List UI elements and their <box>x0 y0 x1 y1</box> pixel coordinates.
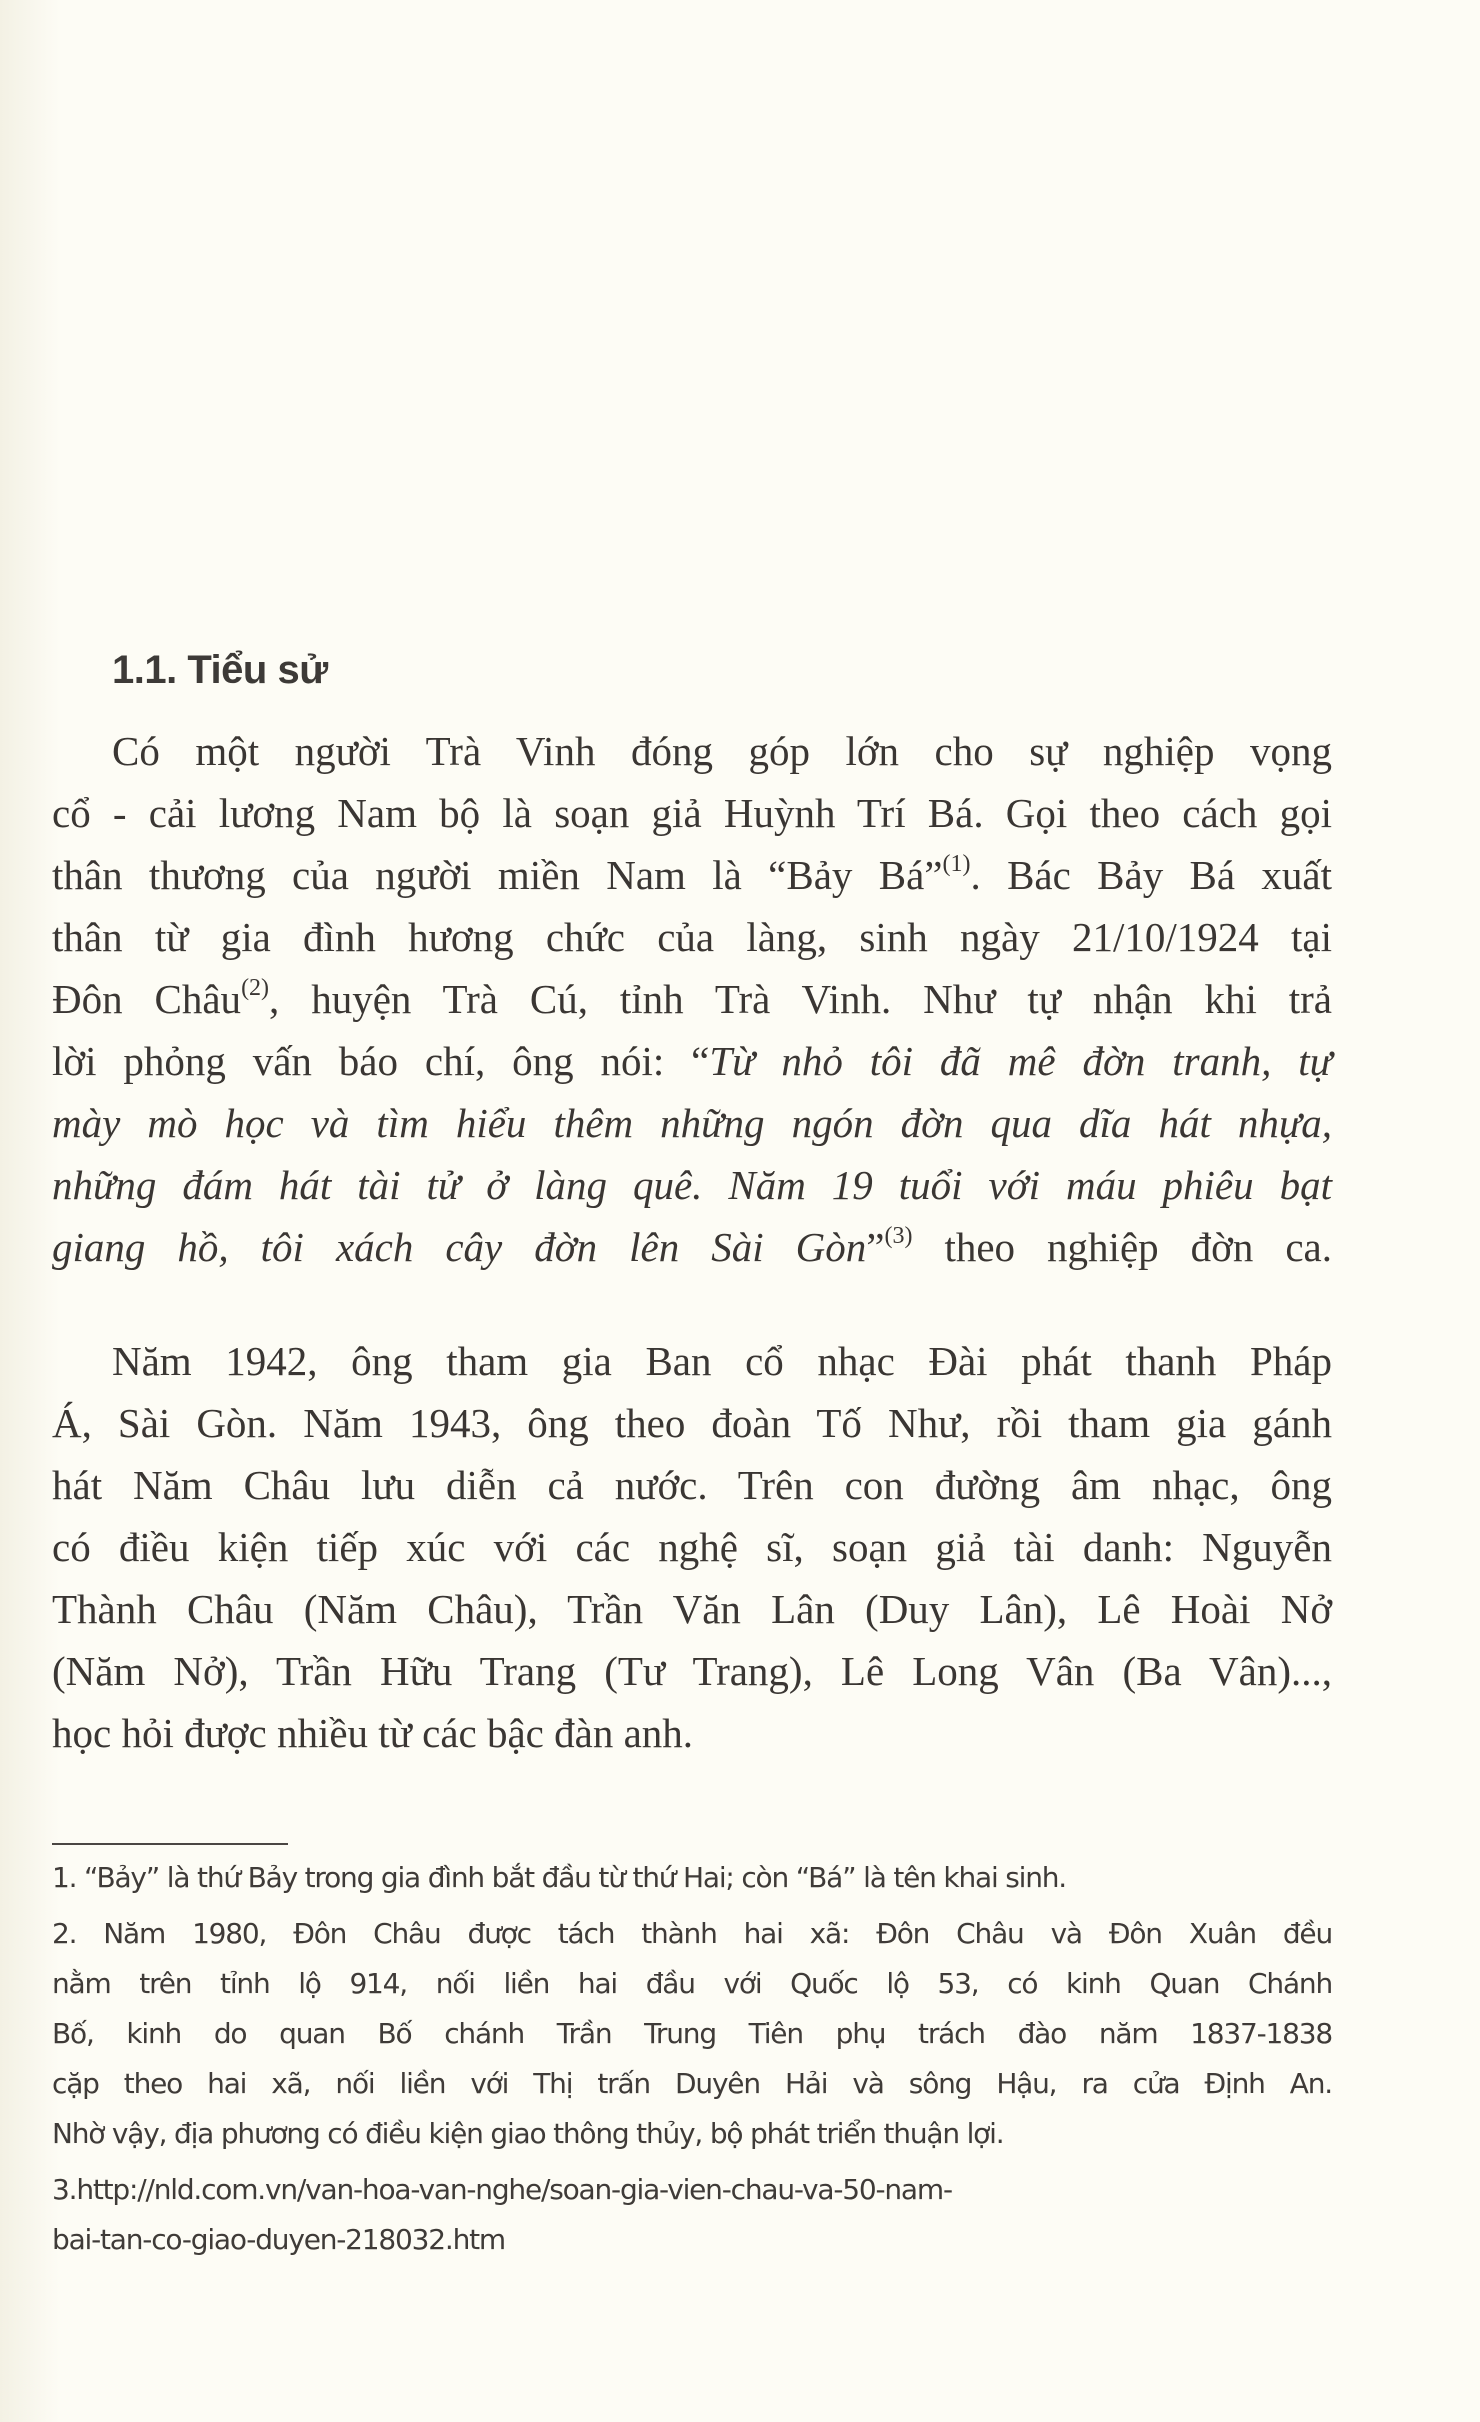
paragraph-biography-2 <box>52 1330 1332 1764</box>
text-line: Có một người Trà Vinh đóng góp lớn cho sự nghiệp vọng <box>112 728 1332 774</box>
text-line: Đôn Châu$^{(2)}$, huyện Trà Cú, tỉnh Trà Vinh. Như tự nhận khi trả <box>52 975 1333 1022</box>
text-line: cổ - cải lương Nam bộ là soạn giả Huỳnh Trí Bá. Gọi theo cách gọi <box>52 790 1332 836</box>
text-line <box>52 1154 1332 1216</box>
quote-text: những đám hát tài tử ở làng quê. Năm 19 tuổi với máu phiêu bạt <box>52 1162 1332 1208</box>
text-line: có điều kiện tiếp xúc với các nghệ sĩ, soạn giả tài danh: Nguyễn <box>52 1524 1332 1570</box>
footnote-3-source-url: 3.http://nld.com.vn/van-hoa-van-nghe/soan-gia-vien-chau-va-50-nam- bai-tan-co-giao-duyen-218032.htm <box>52 2173 952 2256</box>
footnote-1: 1. “Bảy” là thứ Bảy trong gia đình bắt đầu từ thứ Hai; còn “Bá” là tên khai sinh. <box>52 1861 1066 1894</box>
footnote-separator <box>52 1843 288 1845</box>
text-line: Á, Sài Gòn. Năm 1943, ông theo đoàn Tố Như, rồi tham gia gánh <box>52 1400 1332 1446</box>
text-line: học hỏi được nhiều từ các bậc đàn anh. <box>52 1710 694 1756</box>
text-line: Thành Châu (Năm Châu), Trần Văn Lân (Duy Lân), Lê Hoài Nở <box>52 1586 1332 1632</box>
quote-text: mày mò học và tìm hiểu thêm những ngón đờn qua dĩa hát nhựa, <box>52 1100 1332 1146</box>
footnote-ref-1: (1) <box>942 851 971 877</box>
footnote-ref-3: (3) <box>884 1223 913 1249</box>
quote-text: Từ nhỏ tôi đã mê đờn tranh, tự <box>709 1038 1332 1084</box>
text-line: Năm 1942, ông tham gia Ban cổ nhạc Đài phát thanh Pháp <box>112 1338 1332 1384</box>
text-line: thân thương của người miền Nam là “Bảy Bá”$^{(1)}$. Bác Bảy Bá xuất <box>52 851 1333 898</box>
footnotes <box>52 1853 1332 2271</box>
page-edge-shadow <box>0 0 60 2422</box>
text-line: lời phỏng vấn báo chí, ông nói: “Từ nhỏ tôi đã mê đờn tranh, tự <box>52 1038 1332 1084</box>
text-line: (Năm Nở), Trần Hữu Trang (Tư Trang), Lê Long Vân (Ba Vân)..., <box>52 1648 1332 1694</box>
text-line <box>52 1092 1332 1154</box>
paragraph-biography-1 <box>52 720 1332 1278</box>
text-line: thân từ gia đình hương chức của làng, sinh ngày 21/10/1924 tại <box>52 914 1332 960</box>
footnote-2: 2. Năm 1980, Đôn Châu được tách thành hai xã: Đôn Châu và Đôn Xuân đều nằm trên tỉnh lộ 914, nối liền hai đầu với Quốc lộ 53, có kinh Quan Chánh Bố, kinh do quan Bố chánh Trần Trung Tiên phụ trách đào năm 1837-1838 cặp theo hai xã, nối liền với Thị trấn Duyên Hải và sông Hậu, ra cửa Định An. Nhờ vậy, địa phương có điều kiện giao thông thủy, bộ phát triển thuận lợi. <box>52 1917 1332 2150</box>
text-line: giang hồ, tôi xách cây đờn lên Sài Gòn”$^{(3)}$ theo nghiệp đờn ca. <box>52 1223 1332 1270</box>
text-line: hát Năm Châu lưu diễn cả nước. Trên con đường âm nhạc, ông <box>52 1462 1332 1508</box>
section-heading: 1.1. Tiểu sử <box>112 648 328 692</box>
quote-text: giang hồ, tôi xách cây đờn lên Sài Gòn <box>52 1224 867 1270</box>
footnote-ref-2: (2) <box>241 975 270 1001</box>
